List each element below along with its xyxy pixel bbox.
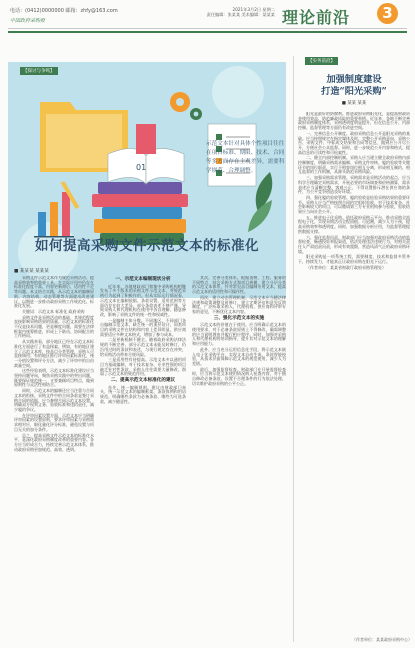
article-paragraph: 四、强化履约验收管理。履约验收是检验采购结果的重要环节。采购人应当严格按照合同约定组织验收，对于技术复杂、社会影响较大的项目，可以邀请第三方专业机构参与验收，验收结果应当向社会公开。 [298,194,410,215]
article-paragraph: 三是适用性有待提高。示范文本多以通用项目为基础编制，对于技术复杂、专业性强的项目缺乏针对性条款，采购人往往需要大量修改，削弱了示范文本的规范作用。 [100,357,186,377]
article-paragraph: 从实践来看，部分地区已经在示范文本标准化方面进行了有益探索。例如，有的地区建立了示范文本库，按品目分类管理，采购人可直接调用；有的地区推行评审因素标准化，统一分值设置和评分方法，减少了评审中的自由裁量空间。 [14,339,94,368]
article-paragraph: 二是更新机制不健全。随着政府采购法律法规的不断完善，部分示范文本未能及时修订，仍沿用过时的条款和表述，与现行规定存在冲突，给采购活动带来合规风险。 [100,337,186,357]
hero-illustration [8,62,286,298]
sidebar-headline-line2: 打造“阳光采购” [321,86,387,97]
section-title: 理论前沿 [282,8,351,27]
article-paragraph: 采购文件是采购活动的基础，其规范程度直接影响采购结果的质量。示范文本的标准化不仅是技术问题，更是制度问题，需要在法律框架内统筹推进，形成上下联动、协同配合的工作格局。 [14,314,94,339]
pull-quote: 示范文本针对具体个性项目往往在项目标准、期限、技术、合同等多方面存在主观差异，需要科学规范、合理调整。 [206,141,285,174]
editor-line: 责任编辑：张某某 美术编辑：某某某 [206,12,275,17]
article-subhead: 一、示范文本编制现状分析 [115,277,171,282]
article-paragraph: （作者单位：某某省财政厅政府采购管理处） [306,264,386,270]
article-tag: 【探讨与争鸣】 [20,67,58,75]
article-subhead: 三、强化示范文本的实施 [213,315,265,321]
article-paragraph: 二、健全内部控制机制。采购人应当建立健全政府采购内部控制制度，明确采购需求编制、采购文件审核、履约验收等关键环节的岗位职责，实行不相容岗位相互分离，形成相互制约、相互监督的工作机制，从源头防范采购风险。 [298,155,410,175]
article-byline: ■ 某某某 某某某 [14,269,49,274]
sidebar-headline-line1: 加强制度建设 [326,74,382,85]
article-headline: 如何提高采购文件示范文本的标准化 [35,238,259,254]
article-paragraph: 阳光是最好的防腐剂。推进政府采购阳光化，是提高财政资金使用效益、防范廉政风险的重要举措。近年来，各地不断完善政府采购制度体系，采购透明度明显提升，但在信息公开、内部控制、监督管理等方面仍有改进空间。 [298,112,410,131]
article-paragraph: 三、加强采购需求管理。采购需求是采购活动的起点，应当科学合理确定采购需求，开展必要的市场调查和价格测算，需求表述应当清晰完整、客观公正，不得设置排斥潜在供应商的条件，为公平竞争创造良好环境。 [298,175,410,195]
paper-contact-info: 电话：(0412)0000000 邮箱：zhfy@163.com [10,8,118,14]
header-divider [8,28,407,29]
sidebar-footer: （作者单位：某某政府采购中心） [352,637,412,642]
article-paragraph: 一、完善信息公开制度。政府采购信息公开是阳光采购的基础。应当按照规定在指定媒体及时、完整公开采购意向、采购公告、采购文件、中标成交结果和合同等信息，做到应公开尽公开，方便社会公众监督。同时，进一步规范公开内容和格式，提高信息的可读性和可检索性。 [298,130,410,155]
article-paragraph: 采购文件示范文本作为规范采购活动、提高采购效率的重要工具，在实际应用中仍存在标准化程度不高、内容更新滞后、适用性不足等问题。本文结合实践，从示范文本的编制原则、内容结构、动态管理等方面提出改进建议，以期进一步推动政府采购工作规范化、标准化发展。 [14,276,94,309]
article-paragraph: 示范文本的价值在于使用。应当明确示范文本的使用要求，对于必备条款原则上不得修改，确需调整的应当说明理由并履行相应程序。同时，加强对采购人和代理机构的培训指导，提升其对示范文本的理解和应用能力。 [192,322,286,347]
article-paragraph: 这些经验表明，示范文本标准化建设应当坚持问题导向，聚焦采购实践中的突出问题，既要保证规范统一，又要兼顾项目特点，做到原则性与灵活性相结合。 [14,368,94,388]
article-paragraph: 最后，加强监督检查。财政部门在开展监督检查时，应当将示范文本使用情况纳入检查内容，对于擅自修改必备条款、设置不合理条件的行为依法处理，切实维护政府采购的公平公正。 [192,366,286,386]
section-number-badge: 3 [377,3,398,24]
article-paragraph: 一是编制主体分散。不同地区、不同部门各自编制示范文本，缺乏统一的顶层设计，同类项目的采购文件在结构和内容上差异明显，供应商需要适应多种文本格式，增加了参与成本。 [100,317,186,337]
sidebar-byline: ■ 某某 某某 [341,101,367,106]
article-subhead: 二、提高示范文本标准化的建议 [110,378,176,384]
article-paragraph: 五、推进电子化采购。依托政府采购云平台，推动采购全流程电子化，实现采购活动全程留痕、可追溯，减少人为干预，提高采购效率和透明度。同时，加强数据分析应用，为监督管理提供数据支撑。 [298,214,410,234]
sidebar-headline [296,74,412,98]
article-paragraph: 关键词：示范文本 标准化 政府采购 [22,308,85,314]
article-paragraph: 六、强化监督问责。财政部门应当加强对政府采购活动的监督检查，畅通投诉举报渠道，依法处理违法违规行为，对相关责任人严肃追责问责，形成有效震慑，营造风清气正的政府采购环境。 [298,234,410,254]
column-divider [293,56,294,642]
article-column-3 [192,276,286,636]
header-divider-accent [8,31,407,33]
article-paragraph: 再次，建立动态管理机制。示范文本应当随法律法规和政策调整及时修订，建立定期评估和意见反馈制度，广泛听取采购人、代理机构、供应商和评审专家的意见，不断优化文本内容。 [192,294,286,314]
article-paragraph: 阳光采购是一项系统工程，需要制度、技术和监督多管齐下，持续发力，才能真正让政府采购在阳光下运行。 [298,254,410,265]
article-paragraph: 其次，完善分类体系。根据货物、工程、服务的不同特点，结合采购方式和项目规模，建立分层分类的示范文本体系，针对常见品目编制专用文本，提高示范文本的适用性和可操作性。 [192,276,286,295]
article-paragraph: 近年来，各地财政部门和集中采购机构相继发布了多个版本的采购文件示范文本，对规范采购行为起到了积极作用。但从实际运行情况看，示范文本在编制依据、条款设置、适用范围等方面仍存在较大差异，部分条款表述不够严谨，导致采购人和代理机构在使用中各自理解、随意修改，影响了采购文件的统一性和权威性。 [100,283,186,317]
sidebar-article-body [298,112,410,634]
article-column-2 [100,276,186,636]
article-column-1 [14,276,94,636]
paper-name: 中国政府采购报 [10,18,46,24]
issue-info [205,7,275,17]
article-paragraph: 总之，提高采购文件示范文本的标准化水平，是深化政府采购制度改革的重要内容。各方应当形成合力，持续完善示范文本体系，推动政府采购更加规范、高效、透明。 [14,432,94,452]
documents-illustration [8,62,286,298]
sidebar-tag: 【实务前沿】 [305,57,338,65]
article-paragraph: 同时，示范文本的编制还应当注重与合同文本的衔接。采购文件中的合同条款是签订采购合同的依据，应当参照合同示范文本设置，明确双方权利义务、验收标准和违约责任，减少履约争议。 [14,388,94,412]
article-paragraph: 首先，统一编制规则。建议由财政部门牵头，统一示范文本的编制框架、条款体例和用语规范，明确哪些条款为必备条款、哪些为可选条款，减少随意性。 [100,384,186,404]
date-line: 2021年3月2日 星期二 [232,7,275,12]
article-paragraph: 在评审因素设置方面，示范文本应当明确评审因素的设置原则，要求评审因素与采购需求相对应，细化量化评分标准，避免设置与项目无关的加分条件。 [14,412,94,432]
article-paragraph: 此外，应当充分运用信息化手段，将示范文本嵌入电子化采购平台，实现文本自动生成、条款智能校验，从技术层面保障示范文本的规范使用，减少人为差错。 [192,346,286,366]
illustration-label: 01 [136,163,147,172]
